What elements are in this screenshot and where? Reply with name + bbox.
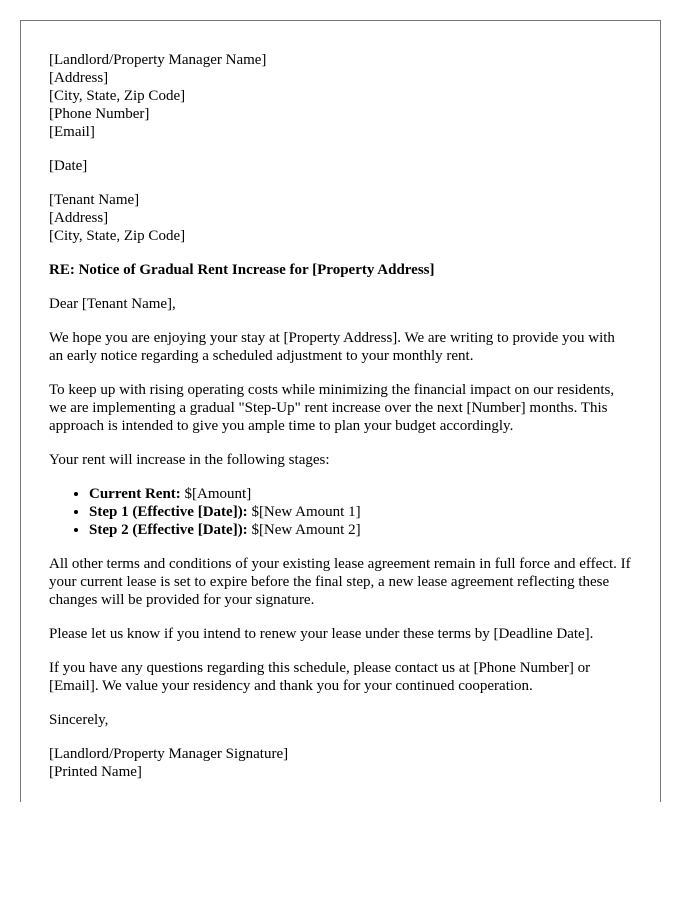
- list-item: [89, 503, 632, 521]
- sender-city-state-zip: [City, State, Zip Code]: [49, 88, 186, 104]
- letter-page: [20, 20, 661, 802]
- printed-name: [Printed Name]: [49, 764, 142, 780]
- closing: Sincerely,: [49, 712, 109, 728]
- sender-email: [Email]: [49, 124, 95, 140]
- stage-label: Current Rent:: [89, 486, 181, 502]
- reason-paragraph: To keep up with rising operating costs while minimizing the financial impact on our residents, we are implementing a gradual "Step-Up" rent increase over the next [Number] months. This approach is intended to give you ample time to plan your budget accordingly.: [49, 382, 615, 434]
- recipient-name: [Tenant Name]: [49, 192, 140, 208]
- stage-value: $[New Amount 2]: [251, 522, 361, 538]
- intro-paragraph: We hope you are enjoying your stay at [Property Address]. We are writing to provide you with an early notice regarding a scheduled adjustment to your monthly rent.: [49, 330, 615, 364]
- stage-label: Step 1 (Effective [Date]):: [89, 504, 248, 520]
- stages-intro-paragraph: Your rent will increase in the following stages:: [49, 452, 330, 468]
- salutation: Dear [Tenant Name],: [49, 296, 176, 312]
- stage-value: $[Amount]: [184, 486, 252, 502]
- subject-line: RE: Notice of Gradual Rent Increase for [Property Address]: [49, 262, 435, 278]
- terms-paragraph: All other terms and conditions of your existing lease agreement remain in full force and effect. If your current lease is set to expire before the final step, a new lease agreement reflecting these changes will be provided for your signature.: [49, 556, 631, 608]
- recipient-block: [49, 191, 632, 245]
- stage-value: $[New Amount 1]: [251, 504, 361, 520]
- recipient-address: [Address]: [49, 210, 109, 226]
- recipient-city-state-zip: [City, State, Zip Code]: [49, 228, 186, 244]
- list-item: [89, 521, 632, 539]
- stage-label: Step 2 (Effective [Date]):: [89, 522, 248, 538]
- renewal-paragraph: Please let us know if you intend to renew your lease under these terms by [Deadline Date].: [49, 626, 594, 642]
- signature-block: [49, 745, 632, 781]
- signature-line: [Landlord/Property Manager Signature]: [49, 746, 289, 762]
- questions-paragraph: If you have any questions regarding this schedule, please contact us at [Phone Number] or [Email]. We value your residency and thank you for your continued cooperation.: [49, 660, 591, 694]
- date-block: [49, 157, 632, 175]
- sender-phone: [Phone Number]: [49, 106, 150, 122]
- sender-address: [Address]: [49, 70, 109, 86]
- rent-stages-list: [49, 485, 632, 539]
- sender-name: [Landlord/Property Manager Name]: [49, 52, 267, 68]
- sender-block: [49, 51, 632, 141]
- list-item: [89, 485, 632, 503]
- letter-date: [Date]: [49, 158, 88, 174]
